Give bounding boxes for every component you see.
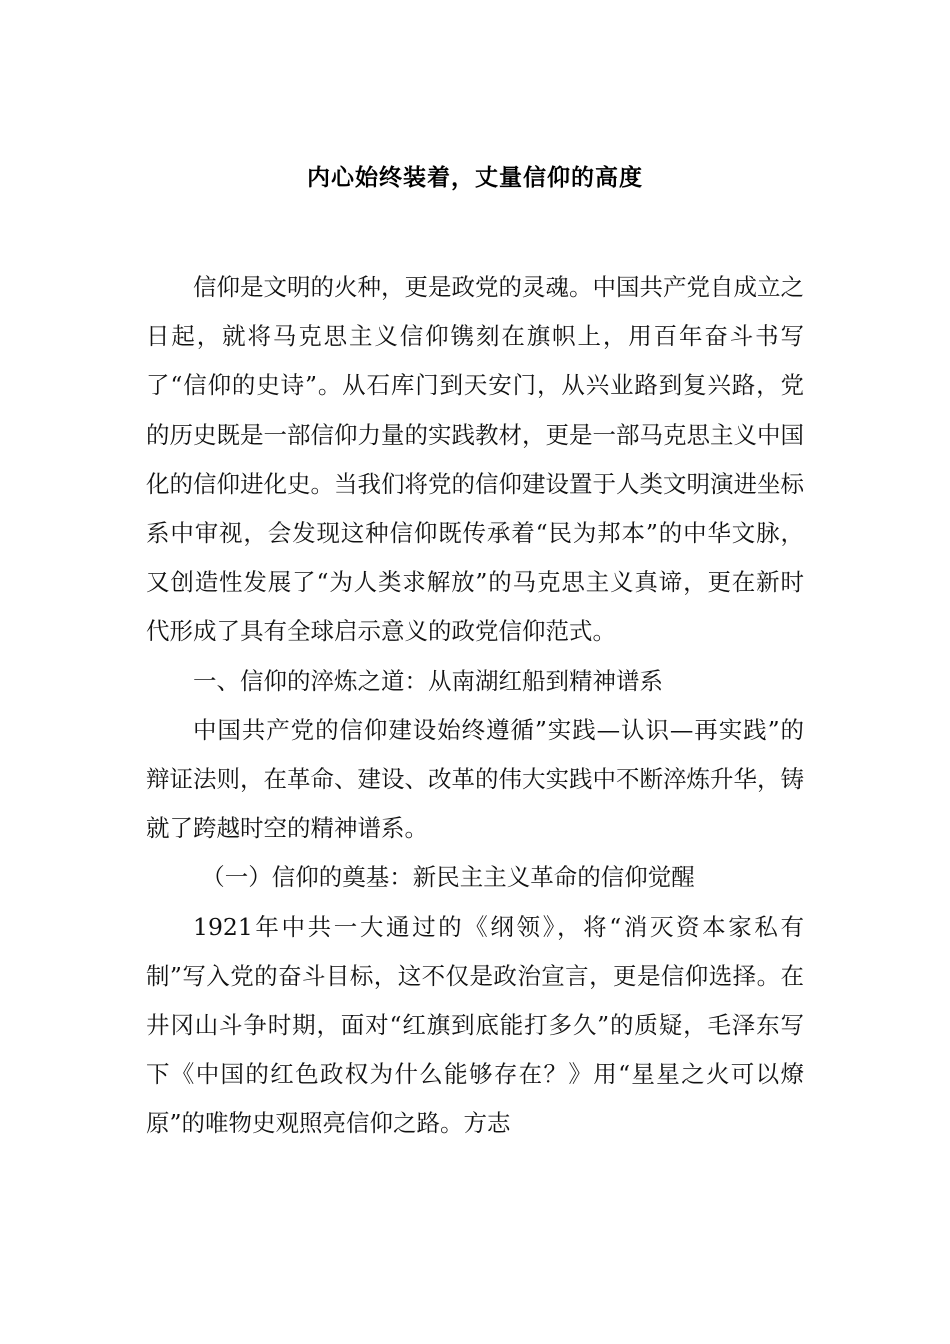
- paragraph-section-1: 中国共产党的信仰建设始终遵循”实践—认识—再实践”的辩证法则，在革命、建设、改革的伟大实践中不断淬炼升华，铸就了跨越时空的精神谱系。: [146, 715, 804, 843]
- section-heading-1: 一、信仰的淬炼之道：从南湖红船到精神谱系: [193, 666, 663, 695]
- document-title: 内心始终装着，丈量信仰的高度: [307, 165, 643, 191]
- subsection-heading-1: （一）信仰的奠基：新民主主义革命的信仰觉醒: [201, 863, 695, 892]
- document-body: [146, 263, 804, 1149]
- paragraph-subsection-1: 1921年中共一大通过的《纲领》，将“消灭资本家私有制”写入党的奋斗目标，这不仅是政治宣言，更是信仰选择。在井冈山斗争时期，面对“红旗到底能打多久”的质疑，毛泽东写下《中国的红色政权为什么能够存在？》用“星星之火可以燎原”的唯物史观照亮信仰之路。方志: [146, 912, 804, 1138]
- paragraph-intro: 信仰是文明的火种，更是政党的灵魂。中国共产党自成立之日起，就将马克思主义信仰镌刻在旗帜上，用百年奋斗书写了“信仰的史诗”。从石库门到天安门，从兴业路到复兴路，党的历史既是一部信仰力量的实践教材，更是一部马克思主义中国化的信仰进化史。当我们将党的信仰建设置于人类文明演进坐标系中审视，会发现这种信仰既传承着“民为邦本”的中华文脉，又创造性发展了“为人类求解放”的马克思主义真谛，更在新时代形成了具有全球启示意义的政党信仰范式。: [146, 273, 804, 646]
